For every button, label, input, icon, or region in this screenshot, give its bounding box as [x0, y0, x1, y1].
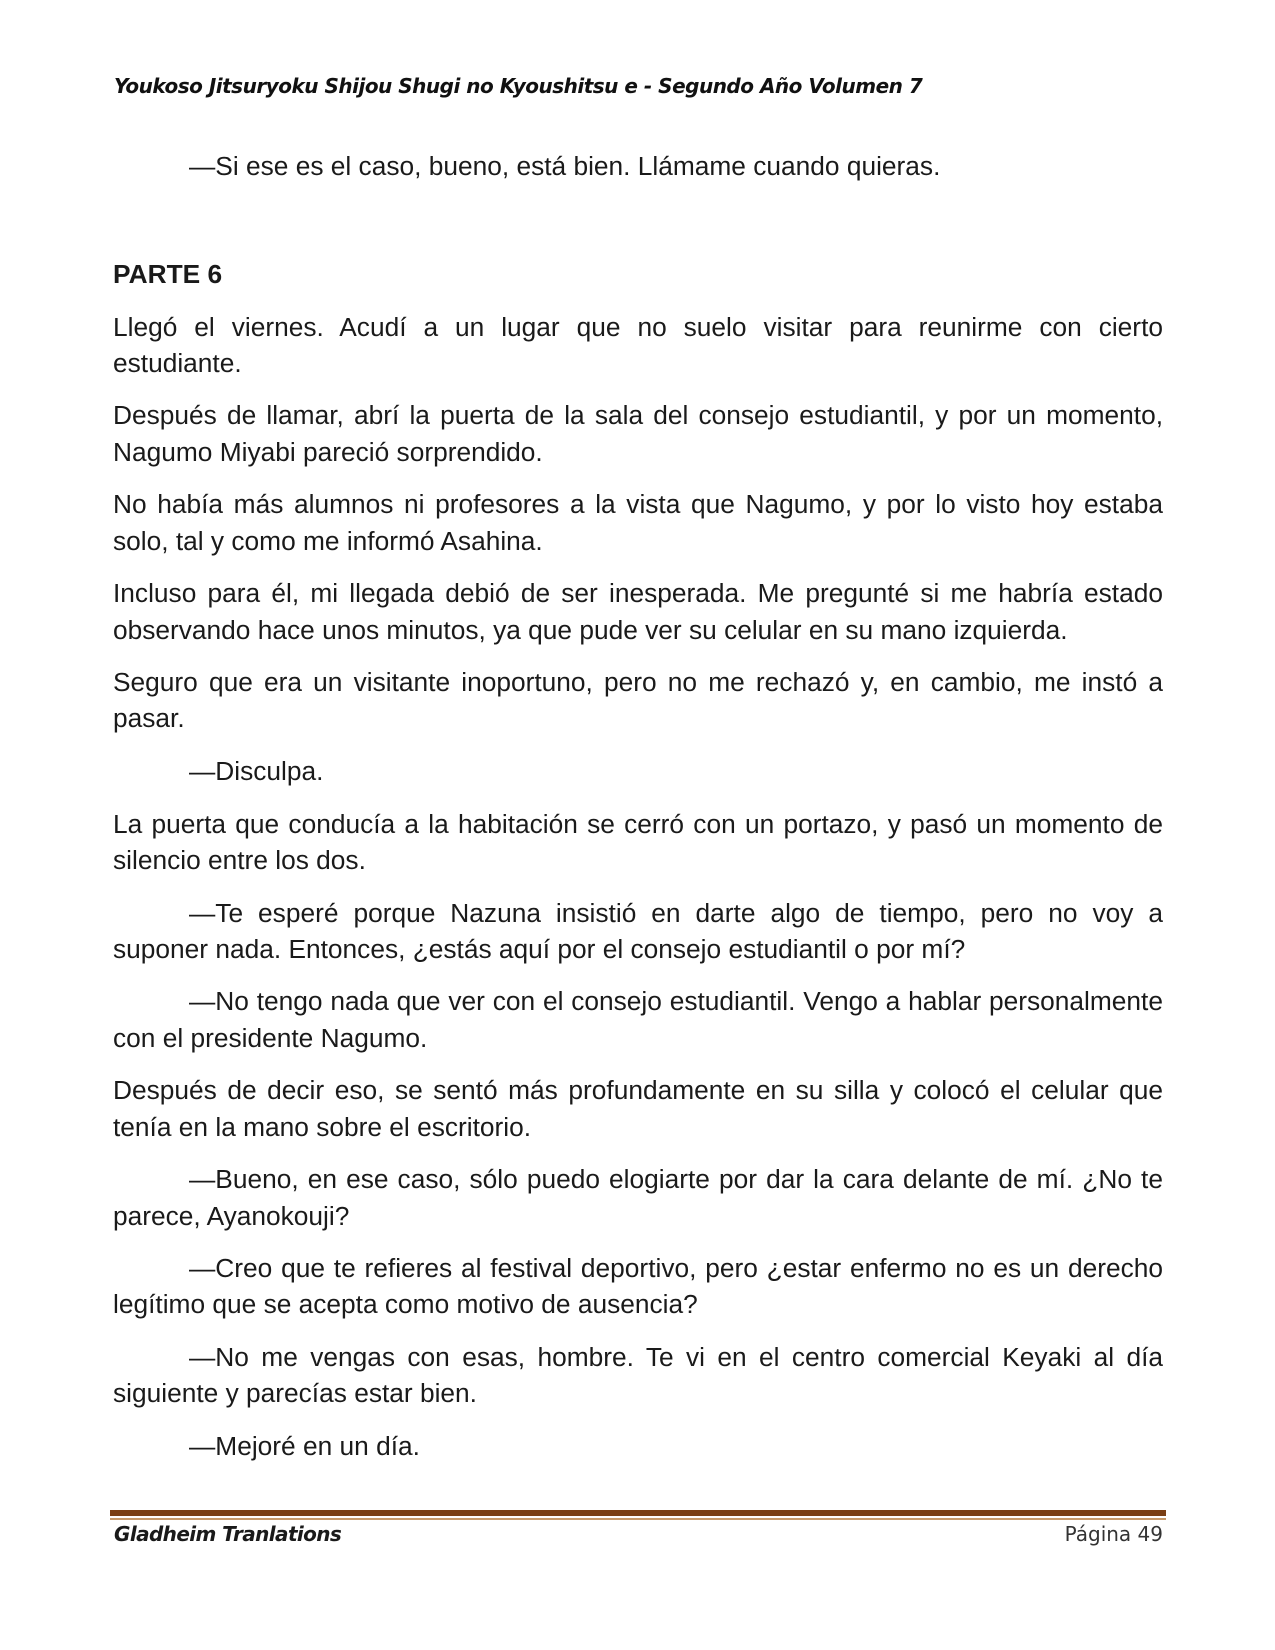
dialogue: —Mejoré en un día.	[189, 1430, 420, 1461]
paragraph: La puerta que conducía a la habitación se cerró con un portazo, y pasó un momento de silencio entre los dos.	[113, 808, 1163, 875]
dialogue: —Creo que te refieres al festival deportivo, pero ¿estar enfermo no es un derecho legítimo que se acepta como motivo de ausencia?	[113, 1253, 1163, 1320]
running-header: Youkoso Jitsuryoku Shijou Shugi no Kyoushitsu e - Segundo Año Volumen 7	[114, 74, 923, 98]
page-number: Página 49	[1064, 1522, 1163, 1546]
body-text	[113, 256, 1163, 1480]
dialogue: —Te esperé porque Nazuna insistió en darte algo de tiempo, pero no voy a suponer nada. Entonces, ¿estás aquí por el consejo estudiantil o por mí?	[113, 897, 1163, 964]
paragraph: —Si ese es el caso, bueno, está bien. Llámame cuando quieras.	[189, 151, 941, 181]
footer-rule	[110, 1510, 1166, 1516]
paragraph: Llegó el viernes. Acudí a un lugar que no suelo visitar para reunirme con cierto estudiante.	[113, 311, 1163, 378]
dialogue: —No tengo nada que ver con el consejo estudiantil. Vengo a hablar personalmente con el presidente Nagumo.	[113, 986, 1163, 1053]
dialogue: —Bueno, en ese caso, sólo puedo elogiarte por dar la cara delante de mí. ¿No te parece, Ayanokouji?	[113, 1164, 1163, 1231]
paragraph: Después de llamar, abrí la puerta de la sala del consejo estudiantil, y por un momento, Nagumo Miyabi pareció sorprendido.	[113, 400, 1163, 467]
opening-dialogue	[113, 148, 1163, 201]
section-heading: PARTE 6	[113, 259, 223, 289]
dialogue: —No me vengas con esas, hombre. Te vi en el centro comercial Keyaki al día siguiente y parecías estar bien.	[113, 1341, 1163, 1409]
footer-rule-thin	[110, 1518, 1166, 1520]
footer-credit: Gladheim Tranlations	[114, 1522, 342, 1546]
paragraph: No había más alumnos ni profesores a la vista que Nagumo, y por lo visto hoy estaba solo, tal y como me informó Asahina.	[113, 489, 1163, 556]
paragraph: Después de decir eso, se sentó más profundamente en su silla y colocó el celular que tenía en la mano sobre el escritorio.	[113, 1075, 1163, 1142]
dialogue: —Disculpa.	[189, 756, 324, 787]
paragraph: Incluso para él, mi llegada debió de ser inesperada. Me pregunté si me habría estado observando hace unos minutos, ya que pude ver su celular en su mano izquierda.	[113, 578, 1163, 645]
paragraph: Seguro que era un visitante inoportuno, pero no me rechazó y, en cambio, me instó a pasar.	[113, 667, 1163, 734]
